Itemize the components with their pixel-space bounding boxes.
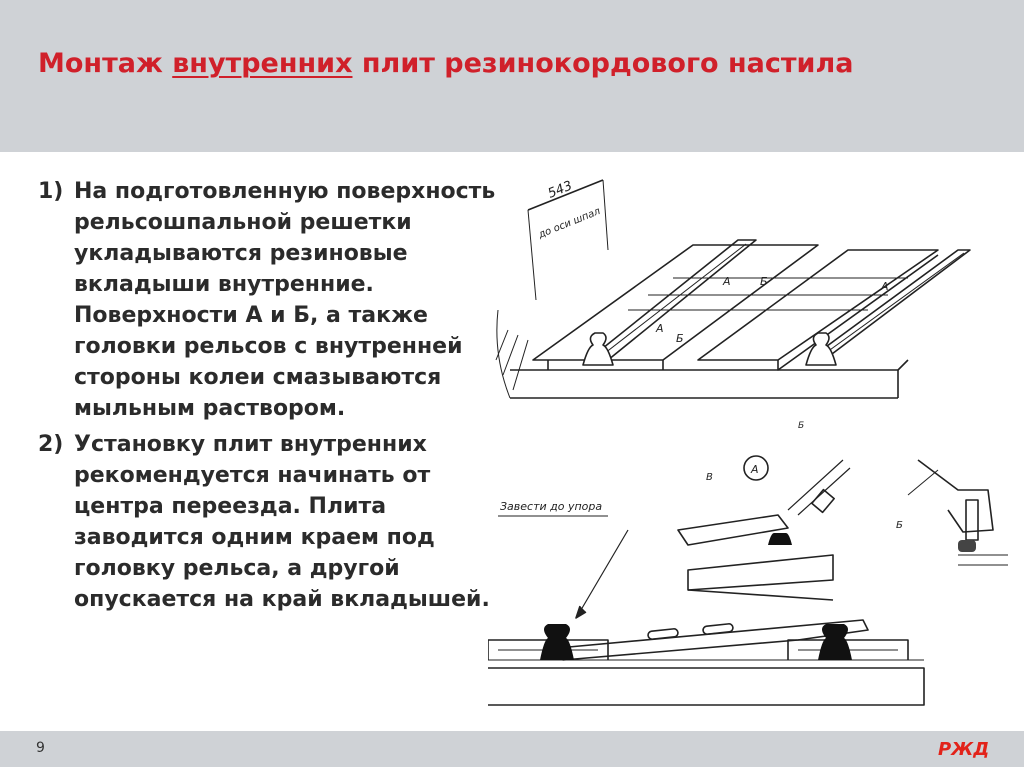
page-number: 9 bbox=[36, 740, 45, 756]
slide-title bbox=[38, 46, 938, 82]
footer-band bbox=[0, 731, 1024, 767]
note-text: Завести до упора bbox=[500, 500, 603, 513]
label-a-top-2: А bbox=[656, 322, 664, 335]
dimension-value: 543 bbox=[545, 178, 575, 202]
isometric-rail-drawing bbox=[496, 179, 970, 431]
detail-drawing bbox=[678, 456, 1008, 600]
rzd-logo-icon bbox=[934, 733, 994, 763]
item-text: На подготовленную поверхность рельсошпальной решетки укладываются резиновые вкладыши внутренние. Поверхности А и Б, а также головки рельсов с внутренней стороны колеи смазываются мыльным раствором. bbox=[74, 179, 496, 421]
title-underlined-word: внутренних bbox=[172, 48, 353, 79]
section-drawing bbox=[488, 500, 924, 705]
instruction-item bbox=[38, 176, 498, 424]
item-text: Установку плит внутренних рекомендуется начинать от центра переезда. Плита заводится одним краем под головку рельса, а другой опускается на край вкладышей. bbox=[74, 432, 490, 612]
title-part-1: Монтаж bbox=[38, 48, 173, 79]
label-a-circle: А bbox=[751, 463, 759, 476]
label-b-right: Б bbox=[896, 520, 903, 531]
item-number: 1) bbox=[38, 179, 64, 204]
technical-drawing bbox=[488, 160, 1024, 730]
label-a-top-3: А bbox=[881, 280, 889, 293]
item-number: 2) bbox=[38, 432, 64, 457]
label-b-top-1: Б bbox=[760, 275, 768, 288]
logo-text: РЖД bbox=[938, 739, 990, 760]
instruction-list bbox=[38, 176, 498, 620]
title-part-2: плит резинокордового настила bbox=[352, 48, 854, 79]
dimension-note: до оси шпал bbox=[537, 205, 603, 241]
instruction-item bbox=[38, 429, 498, 615]
label-b-top-2: Б bbox=[676, 332, 684, 345]
label-b-small: Б bbox=[798, 421, 805, 431]
label-a-top-1: А bbox=[723, 275, 731, 288]
label-v: В bbox=[706, 472, 713, 483]
